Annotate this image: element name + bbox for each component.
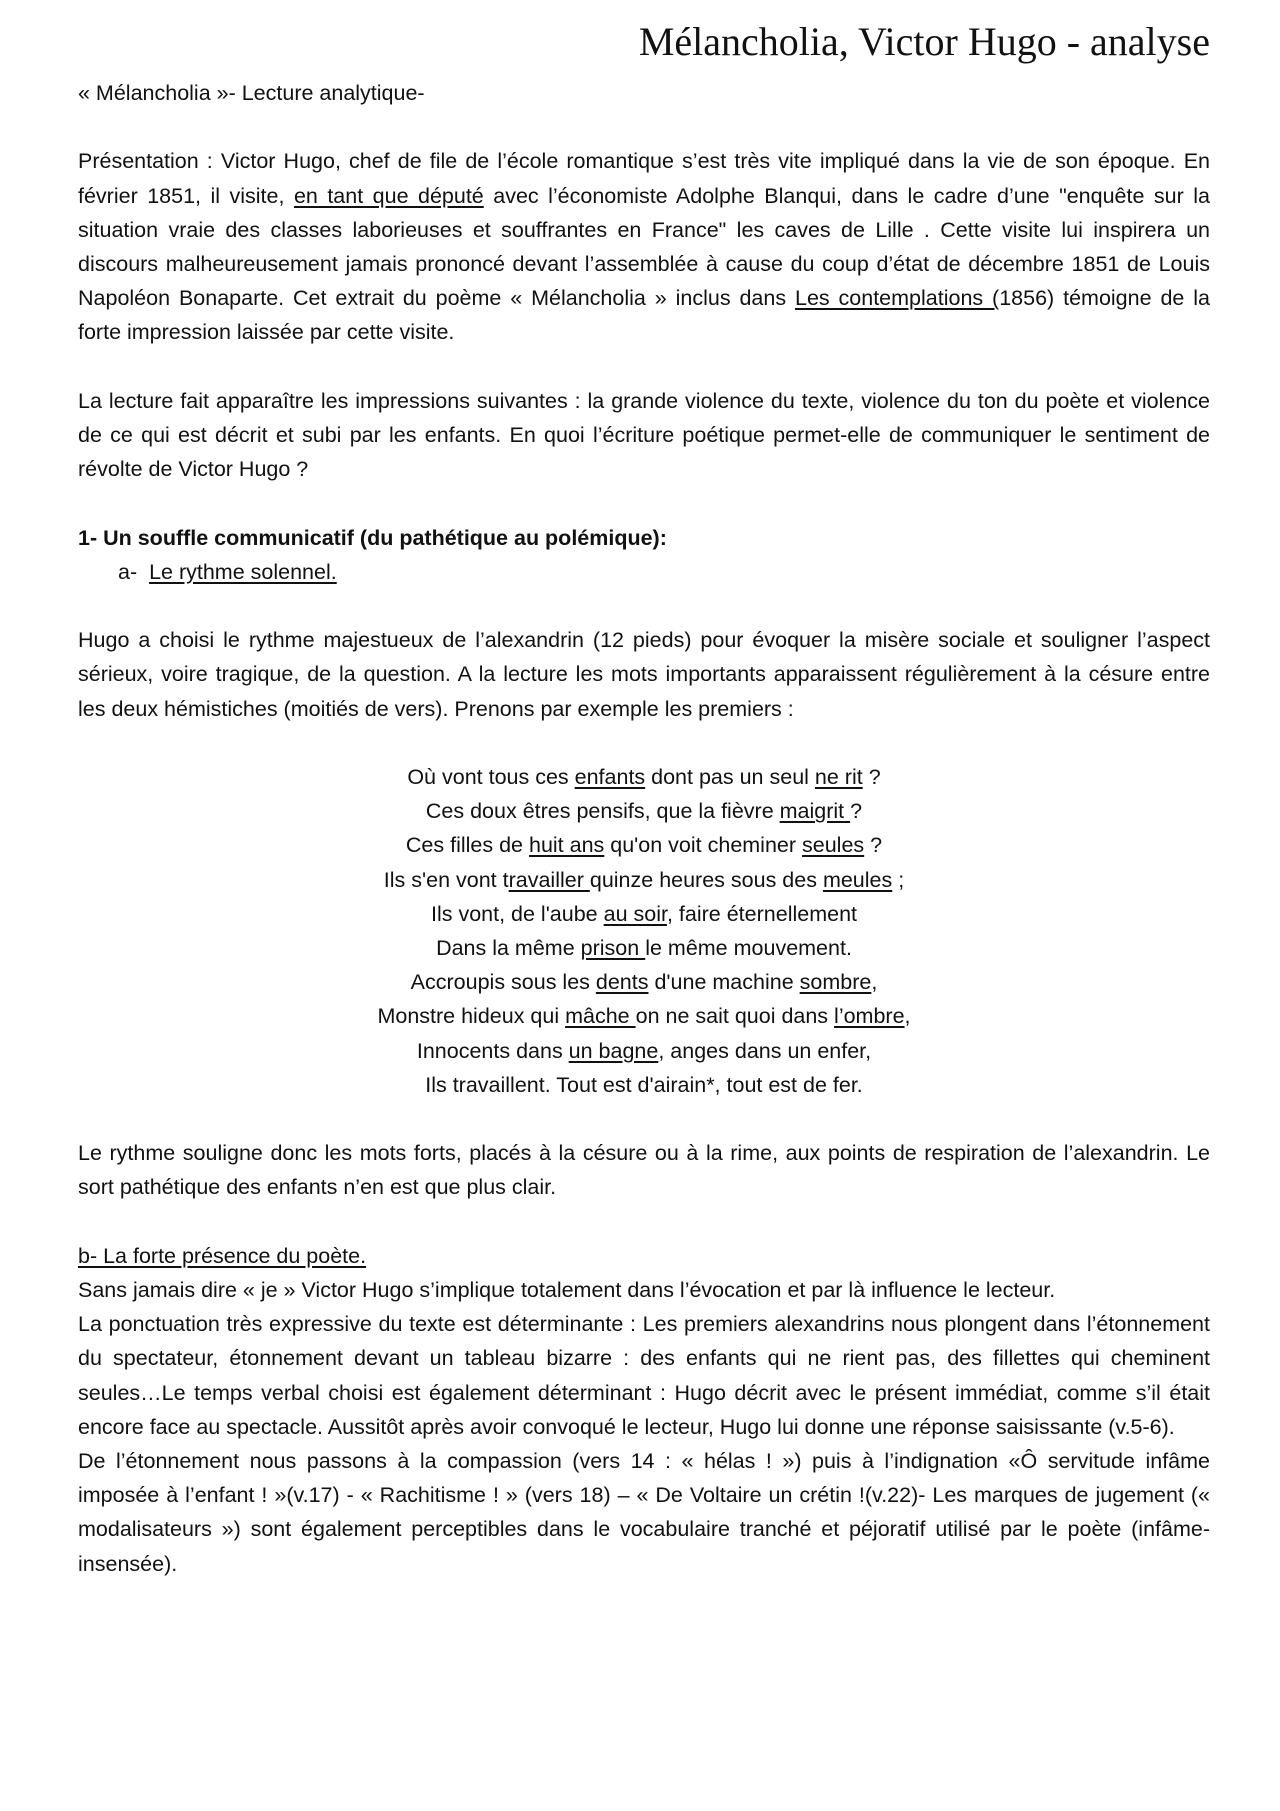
poem-verse [78, 897, 1210, 931]
verse-text: ? [850, 799, 863, 824]
underlined-word: seules [802, 833, 865, 858]
verse-text: Accroupis sous les [410, 970, 596, 995]
underlined-word: huit ans [528, 833, 605, 858]
presentation-text-2: avec l’économiste Adolphe Blanqui, dans le cadre d’une "enquête sur la situation vraie des classes laborieuses et souffrantes en France" les caves de Lille . Cette visite lui inspirera un discours malheureusement jamais prononcé devant l’assemblée à cause du coup d’état de décembre 1851 de Louis Napoléon Bonaparte. Cet extrait du poème « Mélancholia » inclus dans [78, 183, 1210, 311]
poem-verse [78, 794, 1210, 828]
verse-text: , faire éternellement [666, 901, 857, 926]
presentation-paragraph [78, 144, 1210, 349]
spacer [78, 726, 1210, 760]
verse-text: ? [862, 764, 881, 789]
presence-paragraph-1: Sans jamais dire « je » Victor Hugo s’implique totalement dans l’évocation et par là influence le lecteur. [78, 1278, 1056, 1302]
poem-verse [78, 1034, 1210, 1068]
subtitle: « Mélancholia »- Lecture analytique- [78, 81, 425, 105]
verse-text: ? [864, 833, 883, 858]
underlined-word: enfants [574, 764, 646, 789]
verse-text: qu'on voit cheminer [604, 833, 803, 858]
poem-excerpt [78, 760, 1210, 1102]
rythme-intro-paragraph: Hugo a choisi le rythme majestueux de l’alexandrin (12 pieds) pour évoquer la misère sociale et souligner l’aspect sérieux, voire tragique, de la question. A la lecture les mots importants apparaissent régulièrement à la césure entre les deux hémistiches (moitiés de vers). Prenons par exemple les premiers : [78, 628, 1210, 721]
subsection-b-heading [78, 1239, 1210, 1273]
underlined-word: prison [580, 936, 646, 960]
poem-verse [78, 828, 1210, 862]
presentation-text-3: 1856) témoigne de la forte impression laissée par cette visite. [78, 286, 1210, 345]
verse-text: d'une machine [648, 970, 800, 995]
subsection-a-title: Le rythme solennel. [149, 559, 337, 584]
verse-text: on ne sait quoi dans [635, 1004, 835, 1029]
poem-verse [78, 931, 1210, 965]
document-title: Mélancholia, Victor Hugo - analyse [638, 19, 1210, 64]
verse-text: Où vont tous ces [407, 764, 575, 789]
underlined-word: mâche [565, 1004, 636, 1029]
verse-text: Dans la même [436, 936, 581, 960]
underlined-word: un bagne [568, 1038, 659, 1063]
poem-verse [78, 760, 1210, 794]
spacer [78, 1205, 1210, 1239]
verse-text: quinze heures sous des [589, 867, 823, 892]
subsection-a-prefix: a- [118, 559, 138, 584]
verse-text: Ces doux êtres pensifs, que la fièvre [425, 799, 780, 824]
rythme-conclusion-paragraph: Le rythme souligne donc les mots forts, placés à la césure ou à la rime, aux points de respiration de l’alexandrin. Le sort pathétique des enfants n’en est que plus clair. [78, 1141, 1210, 1200]
subsection-b-title: b- La forte présence du poète. [78, 1243, 367, 1268]
verse-text: Ces filles de [405, 833, 529, 858]
underlined-word: au soir [603, 901, 667, 926]
poem-verse [78, 863, 1210, 897]
verse-text: ; [892, 867, 905, 892]
document-body [78, 76, 1210, 1581]
verse-text: , [904, 1004, 911, 1029]
presence-paragraph-2: La ponctuation très expressive du texte est déterminante : Les premiers alexandrins nous plongent dans l’étonnement du spectateur, étonnement devant un tableau bizarre : des enfants qui ne rient pas, des fillettes qui cheminent seules…Le temps verbal choisi est également déterminant : Hugo décrit avec le présent immédiat, comme s’il était encore face au spectacle. Aussitôt après avoir convoqué le lecteur, Hugo lui donne une réponse saisissante (v.5-6). [78, 1312, 1210, 1439]
verse-text: , [871, 970, 878, 995]
underlined-word: l’ombre [834, 1004, 905, 1029]
poem-verse [78, 965, 1210, 999]
presentation-underline-depute: en tant que député [293, 183, 484, 208]
underlined-word: maigrit [779, 799, 851, 824]
underlined-word: dents [595, 970, 649, 995]
underlined-word: ne rit [814, 764, 863, 789]
underlined-word: meules [822, 867, 893, 892]
poem-verse [78, 1068, 1210, 1102]
problematique-paragraph: La lecture fait apparaître les impressions suivantes : la grande violence du texte, violence du ton du poète et violence de ce qui est décrit et subi par les enfants. En quoi l’écriture poétique permet-elle de communiquer le sentiment de révolte de Victor Hugo ? [78, 388, 1210, 482]
verse-text: Ils travaillent. Tout est d'airain*, tout est de fer. [425, 1072, 863, 1097]
spacer [78, 350, 1210, 384]
spacer [78, 110, 1210, 144]
presentation-text-1: Présentation : Victor Hugo, chef de file de l’école romantique s’est très vite impliqué dans la vie de son époque. En février 1851, il visite, [78, 149, 1210, 208]
verse-text: Monstre hideux qui [377, 1004, 566, 1029]
section-1-heading: 1- Un souffle communicatif (du pathétique au polémique): [78, 525, 667, 550]
verse-text: Ils s'en vont t [383, 867, 509, 892]
spacer [78, 589, 1210, 623]
verse-text: Innocents dans [416, 1038, 569, 1063]
presentation-underline-contemplations: Les contemplations ( [794, 286, 1000, 311]
spacer [78, 1102, 1210, 1136]
presence-paragraph-3: De l’étonnement nous passons à la compassion (vers 14 : « hélas ! ») puis à l’indignation «Ô servitude infâme imposée à l’enfant ! »(v.17) - « Rachitisme ! » (vers 18) – « De Voltaire un crétin !(v.22)- Les marques de jugement (« modalisateurs ») sont également perceptibles dans le vocabulaire tranché et péjoratif utilisé par le poète (infâme-insensée). [78, 1449, 1210, 1576]
verse-text: dont pas un seul [645, 764, 815, 789]
underlined-word: ravailler [508, 867, 590, 892]
poem-verse [78, 999, 1210, 1033]
verse-text: Ils vont, de l'aube [430, 901, 604, 926]
underlined-word: sombre [799, 970, 872, 995]
verse-text: , anges dans un enfer, [658, 1038, 872, 1063]
subsection-a-heading [78, 555, 1210, 589]
spacer [78, 486, 1210, 520]
verse-text: le même mouvement. [645, 936, 852, 960]
